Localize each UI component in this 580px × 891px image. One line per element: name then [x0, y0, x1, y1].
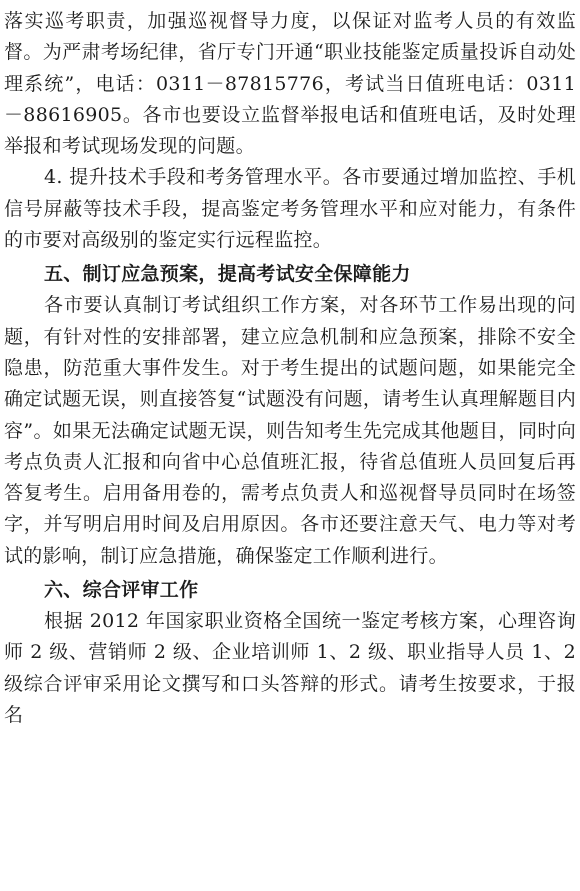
section-heading-comprehensive-review: 六、综合评审工作: [44, 579, 199, 602]
paragraph-comprehensive-review: 根据 2012 年国家职业资格全国统一鉴定考核方案，心理咨询师 2 级、营销师 2 级、企业培训师 1、2 级、职业指导人员 1、2 级综合评审采用论文撰写和口头答辩的形式。请考生按要求，于报名: [4, 610, 576, 726]
paragraph-emergency-plan: 各市要认真制订考试组织工作方案，对各环节工作易出现的问题，有针对性的安排部署，建立应急机制和应急预案，排除不安全隐患，防范重大事件发生。对于考生提出的试题问题，如果能完全确定试题无误，则直接答复“试题没有问题，请考生认真理解题目内容”。如果无法确定试题无误，则告知考生先完成其他题目，同时向考点负责人汇报和向省中心总值班汇报，待省总值班人员回复后再答复考生。启用备用卷的，需考点负责人和巡视督导员同时在场签字，并写明启用时间及启用原因。各市还要注意天气、电力等对考试的影响，制订应急措施，确保鉴定工作顺利进行。: [4, 294, 576, 567]
section-heading-emergency-plan: 五、制订应急预案，提高考试安全保障能力: [44, 263, 411, 286]
paragraph-technical-measures: 4. 提升技术手段和考务管理水平。各市要通过增加监控、手机信号屏蔽等技术手段，提高鉴定考务管理水平和应对能力，有条件的市要对高级别的鉴定实行远程监控。: [4, 166, 576, 252]
paragraph-supervision-hotlines: 落实巡考职责，加强巡视督导力度，以保证对监考人员的有效监督。为严肃考场纪律，省厅专门开通“职业技能鉴定质量投诉自动处理系统”，电话：0311－87815776，考试当日值班电话：0311－88616905。各市也要设立监督举报电话和值班电话，及时处理举报和考试现场发现的问题。: [4, 10, 576, 158]
